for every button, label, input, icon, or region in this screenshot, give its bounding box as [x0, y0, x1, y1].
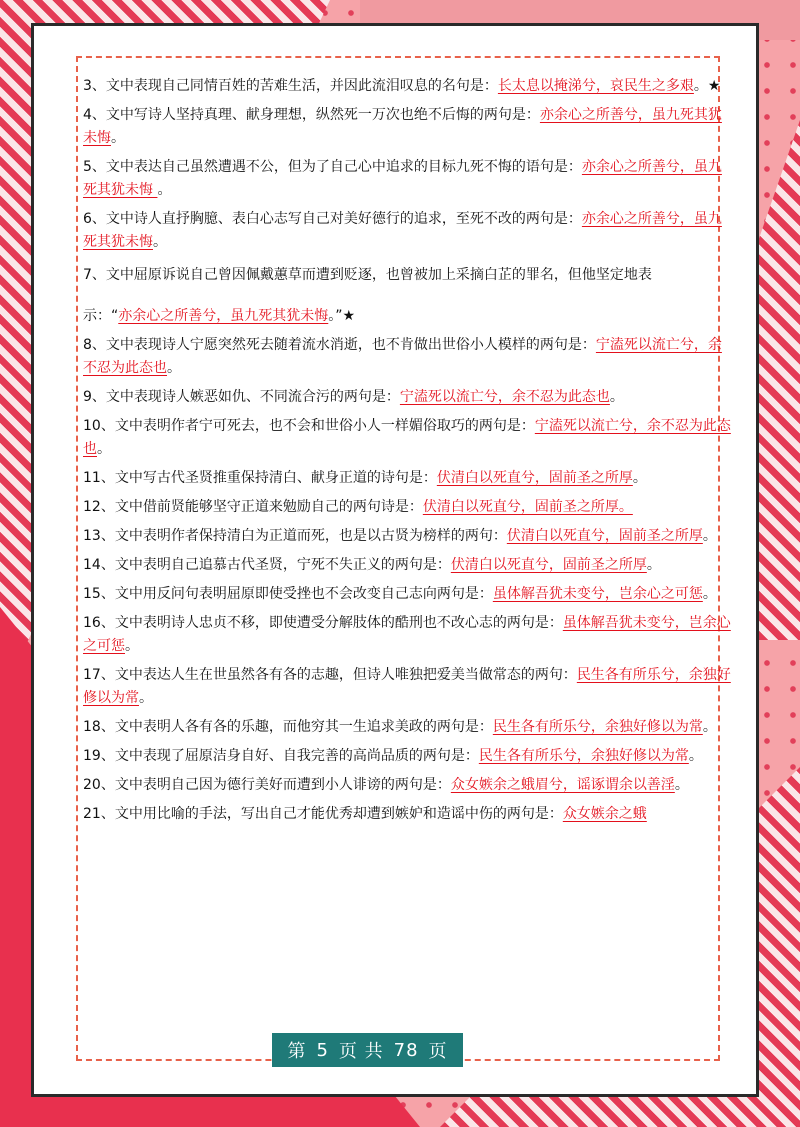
question-text: 6、文中诗人直抒胸臆、表白心志写自己对美好德行的追求，至死不改的两句是： [83, 211, 582, 227]
question-item [83, 745, 733, 768]
question-text: 21、文中用比喻的手法，写出自己才能优秀却遭到嫉妒和造谣中伤的两句是： [83, 806, 563, 822]
question-text: 10、文中表明作者宁可死去，也不会和世俗小人一样媚俗取巧的两句是： [83, 418, 535, 434]
answer-tail: 。 [111, 130, 125, 146]
question-item [83, 803, 733, 826]
answer-text: 宁溘死以流亡兮，余不忍为此态也 [83, 337, 722, 376]
answer-text: 虽体解吾犹未变兮，岂余心之可惩 [492, 586, 703, 602]
answer-text: 亦余心之所善兮，虽九死其犹未悔 [118, 308, 329, 324]
answer-tail: 。”★ [328, 308, 356, 324]
question-text: 13、文中表明作者保持清白为正道而死，也是以古贤为榜样的两句： [83, 528, 507, 544]
question-text: 4、文中写诗人坚持真理、献身理想，纵然死一万次也绝不后悔的两句是： [83, 107, 540, 123]
answer-text: 亦余心之所善兮，虽九死其犹未悔 [83, 211, 722, 250]
answer-text: 亦余心之所善兮，虽九死其犹未悔 [83, 107, 722, 146]
question-item [83, 334, 733, 380]
answer-tail: 。 [688, 748, 703, 764]
page-suffix: 页 [428, 1041, 448, 1062]
question-text-cont: 示：“ [83, 308, 119, 324]
question-item [83, 716, 733, 739]
question-item [83, 612, 733, 658]
page-total: 78 [393, 1039, 419, 1061]
question-item [83, 264, 733, 328]
question-item [83, 104, 733, 150]
question-item [83, 496, 733, 519]
question-text: 16、文中表明诗人忠贞不移，即使遭受分解肢体的酷刑也不改心志的两句是： [83, 615, 563, 631]
answer-tail: 。 [153, 234, 167, 250]
question-text: 9、文中表现诗人嫉恶如仇、不同流合污的两句是： [83, 389, 400, 405]
answer-text: 伏清白以死直兮，固前圣之所厚 [436, 470, 633, 486]
answer-text: 亦余心之所善兮，虽九死其犹未悔 [83, 159, 722, 198]
question-text: 5、文中表达自己虽然遭遇不公，但为了自己心中追求的目标九死不悔的语句是： [83, 159, 582, 175]
answer-text: 伏清白以死直兮，固前圣之所厚。 [422, 499, 633, 515]
answer-tail: 。 [646, 557, 661, 573]
question-item [83, 583, 733, 606]
answer-tail: 。 [674, 777, 689, 793]
question-list [83, 75, 733, 832]
question-item [83, 554, 733, 577]
answer-tail: 。 [139, 690, 153, 706]
answer-tail: 。 [157, 182, 172, 198]
question-item [83, 415, 733, 461]
answer-tail: 。 [97, 441, 111, 457]
answer-text: 民生各有所乐兮，余独好修以为常 [492, 719, 703, 735]
question-item [83, 774, 733, 797]
question-text: 7、文中屈原诉说自己曾因佩戴蕙草而遭到贬逐，也曾被加上采摘白芷的罪名，但他坚定地表 [83, 267, 652, 283]
question-item [83, 664, 733, 710]
answer-text: 众女嫉余之蛾眉兮，谣诼谓余以善淫 [450, 777, 675, 793]
question-item [83, 208, 733, 254]
question-text: 20、文中表明自己因为德行美好而遭到小人诽谤的两句是： [83, 777, 451, 793]
answer-tail: 。 [632, 470, 647, 486]
question-text: 3、文中表现自己同情百姓的苦难生活，并因此流泪叹息的名句是： [83, 78, 498, 94]
question-text: 11、文中写古代圣贤推重保持清白、献身正道的诗句是： [83, 470, 437, 486]
answer-tail: 。 [702, 719, 717, 735]
answer-text: 虽体解吾犹未变兮，岂余心之可惩 [83, 615, 731, 654]
question-text: 14、文中表明自己追慕古代圣贤，宁死不失正义的两句是： [83, 557, 451, 573]
page-current: 5 [316, 1039, 329, 1061]
answer-tail: 。 [702, 586, 717, 602]
page-mid: 页 共 [338, 1041, 384, 1062]
question-item [83, 75, 733, 98]
question-text: 15、文中用反问句表明屈原即使受挫也不会改变自己志向两句是： [83, 586, 493, 602]
answer-tail: 。 [702, 528, 717, 544]
answer-text: 宁溘死以流亡兮，余不忍为此态也 [83, 418, 731, 457]
question-text: 18、文中表明人各有各的乐趣，而他穷其一生追求美政的两句是： [83, 719, 493, 735]
answer-text: 长太息以掩涕兮，哀民生之多艰 [497, 78, 694, 94]
answer-tail: 。 [125, 638, 139, 654]
answer-text: 宁溘死以流亡兮，余不忍为此态也 [399, 389, 610, 405]
page-indicator [272, 1033, 463, 1067]
question-text: 12、文中借前贤能够坚守正道来勉励自己的两句诗是： [83, 499, 423, 515]
answer-text: 伏清白以死直兮，固前圣之所厚 [450, 557, 647, 573]
question-text: 19、文中表现了屈原洁身自好、自我完善的高尚品质的两句是： [83, 748, 479, 764]
question-second-line [83, 305, 733, 328]
question-item [83, 156, 733, 202]
question-text: 8、文中表现诗人宁愿突然死去随着流水消逝，也不肯做出世俗小人模样的两句是： [83, 337, 596, 353]
question-item [83, 525, 733, 548]
answer-text: 伏清白以死直兮，固前圣之所厚 [506, 528, 703, 544]
answer-tail: 。★ [693, 78, 721, 94]
question-text: 17、文中表达人生在世虽然各有各的志趣，但诗人唯独把爱美当做常态的两句： [83, 667, 577, 683]
answer-tail: 。 [167, 360, 181, 376]
answer-text: 众女嫉余之蛾 [562, 806, 647, 822]
answer-tail: 。 [609, 389, 624, 405]
page-prefix: 第 [287, 1041, 307, 1062]
answer-text: 民生各有所乐兮，余独好修以为常 [478, 748, 689, 764]
question-item [83, 386, 733, 409]
answer-text: 民生各有所乐兮，余独好修以为常 [83, 667, 731, 706]
question-item [83, 467, 733, 490]
